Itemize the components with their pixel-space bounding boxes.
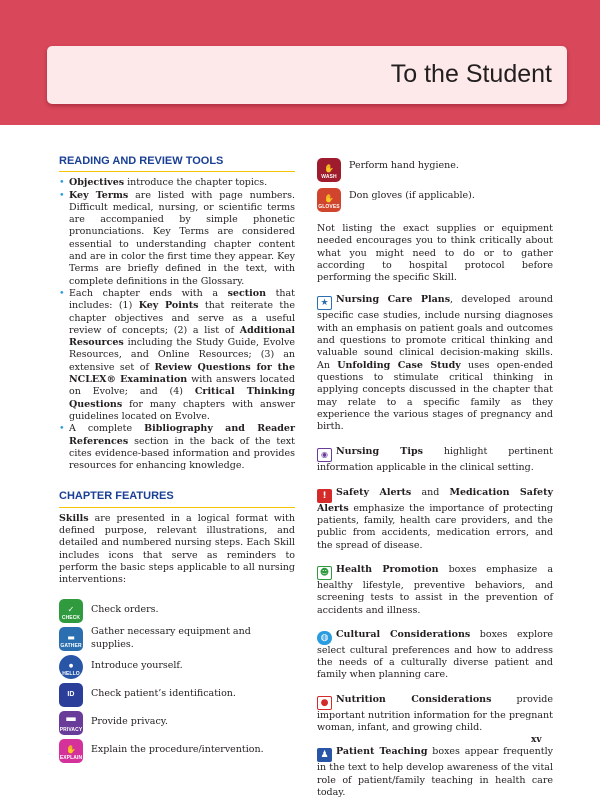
- alert-icon: !: [317, 489, 332, 503]
- skill-icon-row: ✋ WASH Perform hand hygiene.: [317, 156, 553, 184]
- safety-alerts-paragraph: ! Safety Alerts and Medication Safety Alerts emphasize the importance of protecting patients, family, health care providers, and the public from accidents, medication errors, and the spread of disease.: [317, 486, 553, 551]
- nursing-tips-paragraph: ◉ Nursing Tips highlight pertinent information applicable in the clinical setting.: [317, 446, 553, 474]
- skill-icon-row: ▬ GATHER Gather necessary equipment and supplies.: [60, 626, 251, 650]
- skill-icon-row: ▀▀ PRIVACY Provide privacy.: [59, 709, 295, 737]
- not-listing-paragraph: Not listing the exact supplies or equipment needed encourages you to think critically about what you might need to do or to gather according to hospital protocol before performing the specific Skill.: [317, 223, 553, 284]
- list-item: • Objectives introduce the chapter topics.: [69, 177, 295, 189]
- privacy-icon: ▀▀ PRIVACY: [59, 711, 83, 735]
- health-promotion-paragraph: ☻ Health Promotion boxes emphasize a healthy lifestyle, preventive behaviors, and screening tests to assist in the prevention of accidents and illness.: [317, 563, 553, 616]
- list-item: • Each chapter ends with a section that includes: (1) Key Points that reiterate the chapter objectives and serve as a useful review of concepts; (2) a list of Additional Resources including the Study Guide, Evolve Resources, and Online Resources; (3) an extensive set of Review Questions for the NCLEX® Examination with answers located on Evolve; and (4) Critical Thinking Questions for many chapters with answer guidelines located on Evolve.: [69, 288, 295, 423]
- star-icon: ★: [317, 296, 332, 310]
- check-icon: ✓ CHECK: [59, 599, 83, 623]
- globe-icon: ◍: [317, 631, 332, 645]
- nursing-care-plans-paragraph: ★ Nursing Care Plans, developed around specific case studies, include nursing diagnoses with an emphasis on patient goals and outcomes and questions to promote critical thinking and valuable sound clinical decision-making skills. An Unfolding Case Study uses open-ended questions to stimulate critical thinking in applying concepts discussed in the chapter that may relate to a specific family as they experience the various stages of pregnancy and birth.: [317, 294, 554, 433]
- skill-icon-row: ✋ EXPLAIN Explain the procedure/intervention.: [59, 737, 295, 765]
- list-item: • Key Terms are listed with page numbers. Difficult medical, nursing, or scientific terms are accompanied by simple phonetic pronunciations. Key Terms are considered essential to understanding chapter content and are in color the first time they appear. Key Terms are briefly defined in the text, with complete definitions in the Glossary.: [69, 190, 295, 288]
- skill-icon-row: ✓ CHECK Check orders.: [59, 597, 295, 625]
- explain-icon: ✋ EXPLAIN: [59, 739, 83, 763]
- reading-tools-heading: READING AND REVIEW TOOLS: [59, 155, 295, 172]
- eye-icon: ◉: [317, 448, 332, 462]
- chapter-features-heading: CHAPTER FEATURES: [59, 490, 295, 507]
- running-person-icon: ☻: [317, 566, 332, 580]
- id-icon: ID: [59, 683, 83, 707]
- reading-tools-list: [59, 177, 295, 472]
- skill-icon-row: ID Check patient’s identification.: [59, 681, 295, 709]
- header-banner: [0, 0, 600, 125]
- apple-icon: ●: [317, 696, 332, 710]
- skill-icon-list: [59, 597, 295, 765]
- right-column: [317, 156, 553, 799]
- cultural-considerations-paragraph: ◍ Cultural Considerations boxes explore select cultural preferences and how to address the needs of a culturally diverse patient and family when planning care.: [317, 628, 553, 681]
- wash-icon: ✋ WASH: [317, 158, 341, 182]
- gloves-icon: ✋ GLOVES: [317, 188, 341, 212]
- gather-icon: ▬ GATHER: [59, 627, 83, 651]
- skill-icon-row: ✋ GLOVES Don gloves (if applicable).: [318, 189, 475, 210]
- title-box: [47, 46, 567, 104]
- left-column: [59, 155, 295, 765]
- list-item: • A complete Bibliography and Reader References section in the back of the text cites evidence-based information and provides resources for enhancing knowledge.: [69, 423, 295, 472]
- nutrition-considerations-paragraph: ● Nutrition Considerations provide important nutrition information for the pregnant woman, infant, and growing child.: [317, 693, 553, 734]
- hello-icon: ● HELLO: [59, 655, 83, 679]
- people-icon: ♟: [317, 748, 332, 762]
- page-title: To the Student: [390, 60, 552, 88]
- skill-icon-row: ● HELLO Introduce yourself.: [59, 653, 295, 681]
- page-number: xv: [531, 735, 542, 745]
- patient-teaching-paragraph: ♟ Patient Teaching boxes appear frequently in the text to help develop awareness of the vital role of patient/family teaching in health care today.: [317, 746, 553, 798]
- skills-paragraph: Skills are presented in a logical format with defined purpose, relevant illustrations, and detailed and numbered nursing steps. Each Skill includes icons that serve as reminders to perform the basic steps applicable to all nursing interventions:: [59, 512, 295, 586]
